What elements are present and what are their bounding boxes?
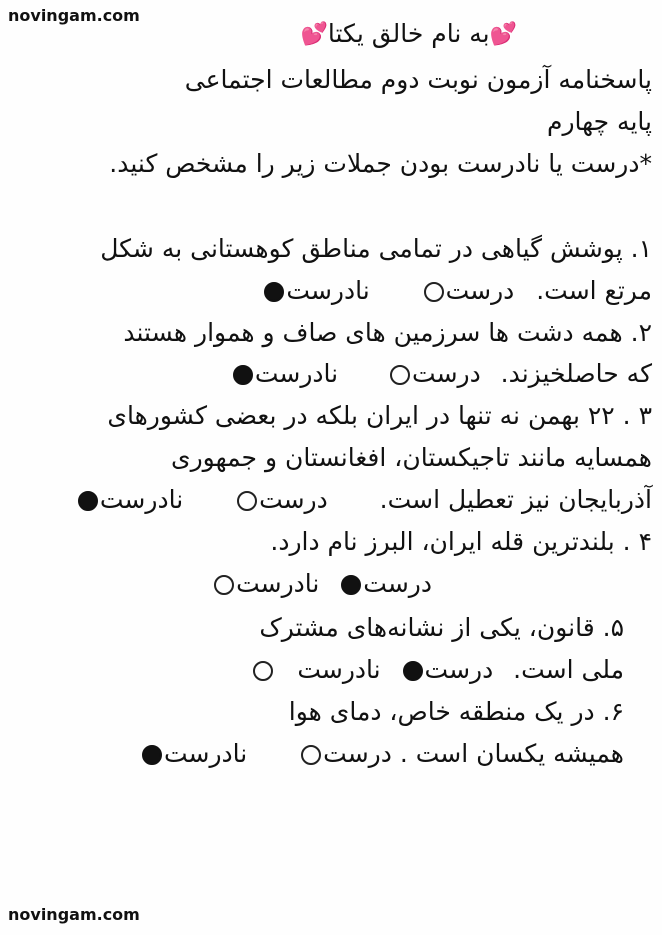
filled-circle-icon[interactable]: [142, 745, 162, 765]
empty-circle-icon[interactable]: [390, 365, 410, 385]
filled-circle-icon[interactable]: [78, 491, 98, 511]
question-2-line2: [231, 358, 652, 391]
filled-circle-icon[interactable]: [233, 365, 253, 385]
empty-circle-icon[interactable]: [253, 661, 273, 681]
question-1-line2: [262, 275, 652, 308]
question-2-true-label: درست: [412, 359, 481, 388]
question-5-false-label: نادرست: [297, 655, 381, 684]
question-4-line1: ۴ . بلندترین قله ایران، البرز نام دارد.: [270, 527, 652, 556]
heart-icon: 💕: [300, 22, 328, 47]
question-6-text: همیشه یکسان است .: [399, 739, 624, 768]
title-text: به نام خالق یکتا: [327, 19, 490, 48]
empty-circle-icon[interactable]: [301, 745, 321, 765]
question-3-false-label: نادرست: [99, 485, 184, 514]
question-3-text: آذربایجان نیز تعطیل است.: [379, 485, 652, 514]
question-6-false-label: نادرست: [163, 739, 248, 768]
question-6-line1: ۶. در یک منطقه خاص، دمای هوا: [288, 697, 624, 726]
heart-icon: 💕: [489, 22, 517, 47]
empty-circle-icon[interactable]: [424, 282, 444, 302]
subtitle-line1: پاسخنامه آزمون نوبت دوم مطالعات اجتماعی: [184, 65, 652, 94]
question-4-true-label: درست: [363, 569, 432, 598]
question-4-false-label: نادرست: [236, 569, 320, 598]
question-5-text: ملی است.: [513, 655, 624, 684]
filled-circle-icon[interactable]: [403, 661, 423, 681]
question-1-false-label: نادرست: [286, 276, 370, 305]
page-title: [300, 18, 517, 51]
subtitle-line2: پایه چهارم: [546, 107, 652, 136]
question-2-text: که حاصلخیزند.: [500, 359, 652, 388]
question-4-options: [212, 568, 432, 601]
filled-circle-icon[interactable]: [264, 282, 284, 302]
question-3-line1: ۳ . ۲۲ بهمن نه تنها در ایران بلکه در بعضی کشورهای: [107, 401, 652, 430]
filled-circle-icon[interactable]: [341, 575, 361, 595]
watermark-top: novingam.com: [8, 6, 140, 25]
question-2-false-label: نادرست: [254, 359, 339, 388]
question-3-line2: همسایه مانند تاجیکستان، افغانستان و جمهوری: [171, 443, 652, 472]
question-3-true-label: درست: [259, 485, 328, 514]
question-1-line1: ۱. پوشش گیاهی در تمامی مناطق کوهستانی به شکل: [100, 234, 652, 263]
question-1-true-label: درست: [445, 276, 515, 305]
question-6-true-label: درست: [323, 739, 392, 768]
question-6-line2: [140, 738, 624, 771]
empty-circle-icon[interactable]: [237, 491, 257, 511]
question-3-line3: [76, 484, 652, 517]
instruction: *درست یا نادرست بودن جملات زیر را مشخص کنید.: [109, 149, 652, 178]
question-2-line1: ۲. همه دشت ها سرزمین های صاف و هموار هستند: [123, 318, 652, 347]
empty-circle-icon[interactable]: [214, 575, 234, 595]
question-5-true-label: درست: [424, 655, 494, 684]
question-1-text: مرتع است.: [536, 276, 652, 305]
question-5-line1: ۵. قانون، یکی از نشانه‌های مشترک: [259, 613, 624, 642]
watermark-bottom: novingam.com: [8, 905, 140, 924]
question-5-line2: [251, 654, 624, 687]
